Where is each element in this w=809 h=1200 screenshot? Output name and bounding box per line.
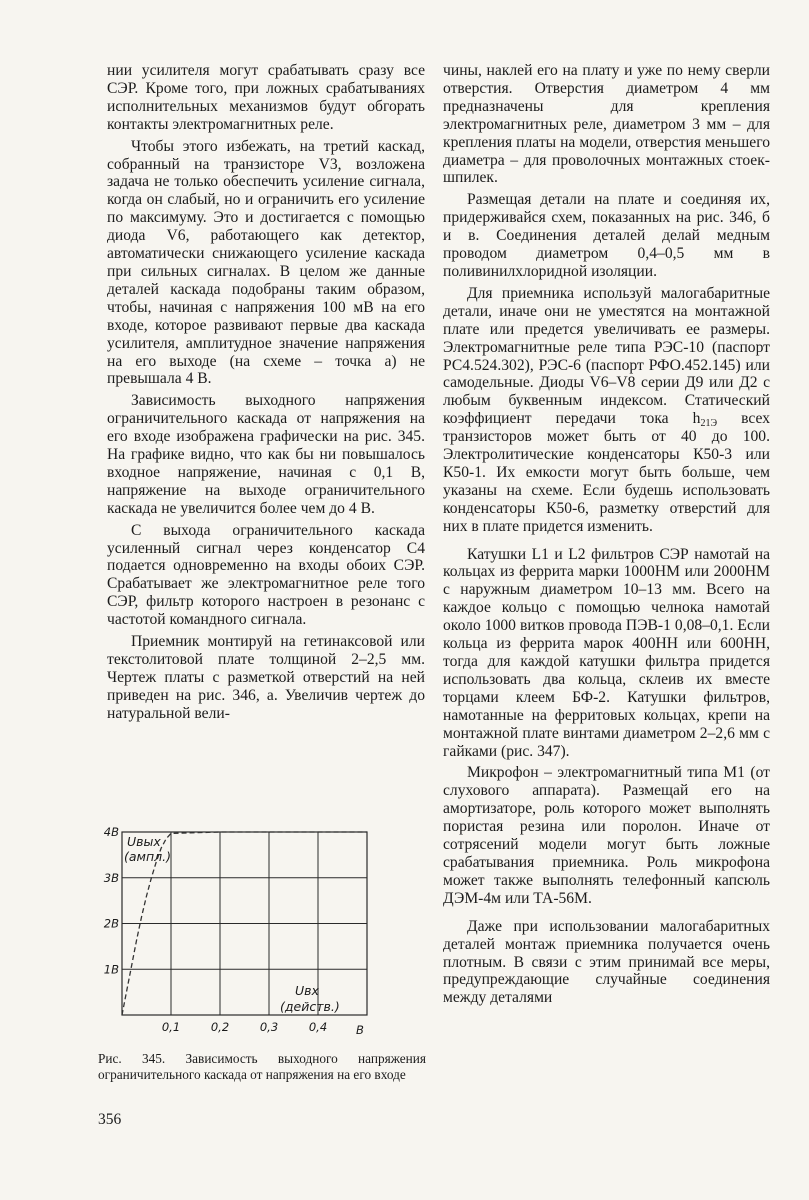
paragraph: Приемник монтируй на гетинаксовой или текстолитовой плате толщиной 2–2,5 мм. Чертеж платы с разметкой отверстий на ней приведен на рис. 346, а. Увеличив чертеж до натуральной вели- bbox=[107, 633, 425, 722]
paragraph-text: всех транзисторов может быть от 40 до 100. Электролитические конденсаторы К50-3 или К50-1. Их емкости могут быть больше, чем указаны на схеме. Если будешь использовать конденсаторы К50-6, разметку отверстий для них в плате придется изменить. bbox=[443, 410, 770, 535]
voltage-chart bbox=[95, 820, 430, 1050]
paragraph: Микрофон – электромагнитный типа М1 (от слухового аппарата). Размещай его на амортизаторе, роль которого может выполнять пористая резина или поролон. Иначе от сотрясений модели могут быть ложные срабатывания приемника. Роль микрофона может также выполнять телефонный капсюль ДЭМ-4м или ТА-56М. bbox=[443, 764, 770, 907]
y-axis-label-sub: (ампл.) bbox=[124, 849, 171, 864]
y-tick-label: 1В bbox=[103, 962, 119, 977]
x-axis-label-sub: (действ.) bbox=[280, 999, 340, 1014]
paragraph: Чтобы этого избежать, на третий каскад, собранный на транзисторе V3, возложена задача не только обеспечить усиление сигнала, когда он слабый, но и ограничить его усиление по максимуму. Это и достигается с помощью диода V6, работающего как детектор, автоматически снижающего усиление каскада при сильных сигналах. В целом же данные деталей каскада подобраны таким образом, чтобы, начиная с напряжения 100 мВ на его входе, которое развивают первые два каскада усилителя, амплитудное значение напряжения на его выходе (на схеме – точка а) не превышала 4 В. bbox=[107, 137, 425, 388]
paragraph: Размещая детали на плате и соединяя их, придерживайся схем, показанных на рис. 346, б и в. Соединения деталей делай медным проводом диаметром 0,4–0,5 мм в поливинилхлоридной изоляции. bbox=[443, 191, 770, 280]
paragraph bbox=[443, 285, 770, 536]
x-tick-label: 0,4 bbox=[308, 1020, 328, 1034]
y-tick-labels bbox=[104, 825, 119, 976]
y-axis-label: Uвых bbox=[127, 834, 161, 849]
x-tick-label: 0,3 bbox=[259, 1020, 279, 1034]
left-column bbox=[107, 62, 425, 727]
page-number: 356 bbox=[98, 1111, 122, 1128]
x-axis-label: Uвх bbox=[295, 983, 319, 998]
paragraph: Катушки L1 и L2 фильтров СЭР намотай на кольцах из феррита марки 1000НМ или 2000НМ с наружным диаметром 10–13 мм. Всего на каждое кольцо с помощью челнока намотай около 1000 витков провода ПЭВ-1 0,08–0,1. Если кольца из феррита марок 400НН или 600НН, тогда для каждой катушки фильтра придется использовать два кольца, склеив их вместе торцами клеем БФ-2. Катушки фильтров, намотанные на ферритовых кольцах, крепи на монтажной плате винтами диаметром 2–2,6 мм с гайками (рис. 347). bbox=[443, 545, 770, 760]
right-column bbox=[443, 62, 770, 1011]
paragraph-text: Для приемника используй малогабаритные детали, иначе они не уместятся на монтажной плате или предется увеличивать ее размеры. Электромагнитные реле типа РЭС-10 (паспорт РС4.524.302), РЭС-6 (паспорт РФО.452.145) или самодельные. Диоды V6–V8 серии Д9 или Д2 с любым буквенным индексом. Статический коэффициент передачи тока h bbox=[443, 284, 770, 428]
figure-caption: Рис. 345. Зависимость выходного напряжения ограничительного каскада от напряжения на его входе bbox=[98, 1051, 426, 1082]
figure-345 bbox=[95, 820, 430, 1050]
y-tick-label: 3В bbox=[103, 870, 119, 885]
x-tick-label: 0,2 bbox=[210, 1020, 230, 1034]
y-tick-label: 2В bbox=[103, 916, 119, 931]
x-tick-label: 0,1 bbox=[161, 1020, 181, 1034]
subscript: 21Э bbox=[700, 418, 718, 430]
paragraph: нии усилителя могут срабатывать сразу все СЭР. Кроме того, при ложных срабатываниях исполнительных механизмов будут обгорать контакты электромагнитных реле. bbox=[107, 62, 425, 133]
x-unit-label: В bbox=[356, 1023, 364, 1037]
y-tick-label: 4В bbox=[103, 825, 119, 839]
paragraph: Даже при использовании малогабаритных деталей монтаж приемника получается очень плотным. В связи с этим принимай все меры, предупреждающие случайные соединения между деталями bbox=[443, 917, 770, 1007]
paragraph: чины, наклей его на плату и уже по нему сверли отверстия. Отверстия диаметром 4 мм предназначены для крепления электромагнитных реле, диаметром 3 мм – для крепления платы на модели, отверстия меньшего диаметра – для проволочных монтажных стоек-шпилек. bbox=[443, 62, 770, 187]
x-tick-labels bbox=[162, 1020, 327, 1034]
paragraph: Зависимость выходного напряжения ограничительного каскада от напряжения на его входе изображена графически на рис. 345. На графике видно, что как бы ни повышалось входное напряжение, начиная с 0,1 В, напряжение на выходе ограничительного каскада не увеличится более чем до 4 В. bbox=[107, 392, 425, 517]
paragraph: С выхода ограничительного каскада усиленный сигнал через конденсатор С4 подается одновременно на входы обоих СЭР. Срабатывает же электромагнитное реле того СЭР, фильтр которого настроен в резонанс с частотой командного сигнала. bbox=[107, 521, 425, 629]
